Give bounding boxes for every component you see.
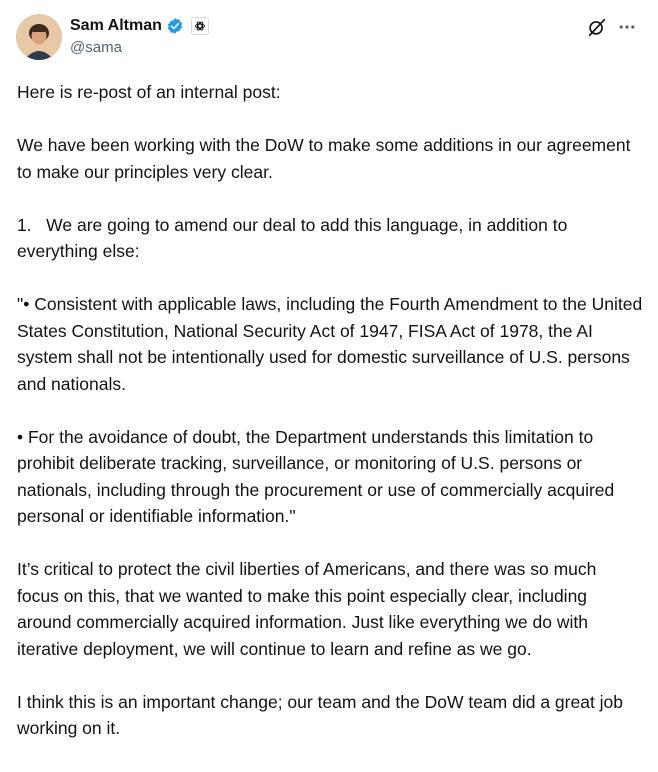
post-paragraph: Here is re-post of an internal post: bbox=[17, 82, 281, 102]
author-name-row bbox=[70, 16, 209, 36]
post-body bbox=[17, 79, 643, 768]
post-header bbox=[0, 0, 658, 70]
avatar[interactable] bbox=[16, 14, 62, 60]
post-paragraph: 1. We are going to amend our deal to add this language, in addition to everything else: bbox=[17, 214, 568, 261]
grok-icon[interactable] bbox=[584, 14, 610, 40]
post-paragraph: "• Consistent with applicable laws, including the Fourth Amendment to the United States Constitution, National Security Act of 1947, FISA Act of 1978, the AI system shall not be intentionally used for domestic surveillance of U.S. persons and nationals. bbox=[17, 294, 643, 394]
post-paragraph: I think this is an important change; our team and the DoW team did a great job working on it. bbox=[17, 691, 624, 738]
author-display-name[interactable]: Sam Altman bbox=[70, 17, 162, 34]
author-handle[interactable]: @sama bbox=[70, 39, 122, 56]
post-paragraph: • For the avoidance of doubt, the Department understands this limitation to prohibit deliberate tracking, surveillance, or monitoring of U.S. persons or nationals, including through the procurement or use of commercially acquired personal or identifiable information." bbox=[17, 426, 615, 526]
more-icon[interactable] bbox=[614, 14, 640, 40]
post-paragraph: It’s critical to protect the civil liberties of Americans, and there was so much focus on this, that we wanted to make this point especially clear, including around commercially acquired information. Just like everything we do with iterative deployment, we will continue to learn and refine as we go. bbox=[17, 559, 597, 659]
post-paragraph: We have been working with the DoW to make some additions in our agreement to make our principles very clear. bbox=[17, 135, 631, 182]
verified-badge-icon[interactable] bbox=[166, 17, 184, 35]
openai-logo-icon[interactable] bbox=[191, 17, 209, 35]
